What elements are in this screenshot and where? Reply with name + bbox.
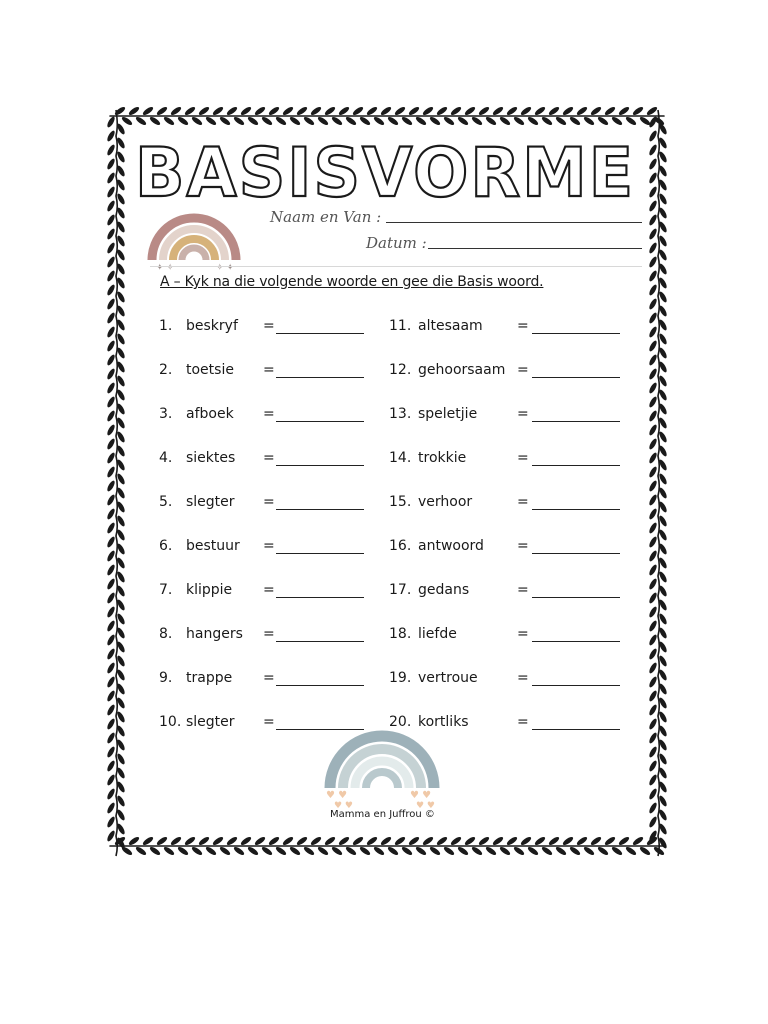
equals-sign: =: [517, 494, 529, 510]
item-word: slegter: [186, 714, 235, 730]
answer-blank[interactable]: [532, 377, 620, 378]
rainbow-illustration-top: [146, 200, 242, 270]
equals-sign: =: [517, 582, 529, 598]
answer-blank[interactable]: [532, 465, 620, 466]
word-item: [159, 318, 369, 338]
item-number: 8.: [159, 626, 173, 642]
equals-sign: =: [263, 362, 275, 378]
item-number: 14.: [389, 450, 412, 466]
equals-sign: =: [517, 362, 529, 378]
item-word: speletjie: [418, 406, 478, 422]
item-number: 15.: [389, 494, 412, 510]
equals-sign: =: [517, 670, 529, 686]
answer-blank[interactable]: [532, 729, 620, 730]
equals-sign: =: [263, 714, 275, 730]
equals-sign: =: [517, 318, 529, 334]
item-word: beskryf: [186, 318, 238, 334]
word-item: [159, 538, 369, 558]
item-number: 20.: [389, 714, 412, 730]
answer-blank[interactable]: [532, 421, 620, 422]
word-item: [389, 538, 624, 558]
item-word: hangers: [186, 626, 243, 642]
item-number: 10.: [159, 714, 182, 730]
copyright-credit: Mamma en Juffrou ©: [330, 809, 435, 820]
word-item: [159, 494, 369, 514]
word-item: [389, 494, 624, 514]
answer-blank[interactable]: [276, 377, 364, 378]
answer-blank[interactable]: [532, 333, 620, 334]
date-label: Datum :: [366, 234, 427, 252]
page-title-text: BASISVORME: [135, 134, 635, 208]
item-number: 6.: [159, 538, 173, 554]
equals-sign: =: [517, 626, 529, 642]
equals-sign: =: [263, 582, 275, 598]
item-number: 16.: [389, 538, 412, 554]
answer-blank[interactable]: [276, 553, 364, 554]
equals-sign: =: [263, 406, 275, 422]
item-word: toetsie: [186, 362, 234, 378]
word-item: [389, 582, 624, 602]
equals-sign: =: [263, 670, 275, 686]
item-number: 11.: [389, 318, 412, 334]
item-number: 9.: [159, 670, 173, 686]
answer-blank[interactable]: [532, 553, 620, 554]
svg-text:♥ ♥: ♥ ♥: [416, 801, 435, 810]
divider: [150, 266, 642, 267]
item-word: afboek: [186, 406, 234, 422]
item-word: liefde: [418, 626, 457, 642]
answer-blank[interactable]: [532, 597, 620, 598]
rainbow-illustration-bottom: [322, 726, 442, 810]
item-word: siektes: [186, 450, 236, 466]
name-label: Naam en Van :: [270, 208, 382, 226]
item-word: altesaam: [418, 318, 483, 334]
equals-sign: =: [263, 318, 275, 334]
answer-blank[interactable]: [276, 421, 364, 422]
answer-blank[interactable]: [276, 333, 364, 334]
svg-text:♥ ♥: ♥ ♥: [334, 801, 353, 810]
answer-blank[interactable]: [532, 509, 620, 510]
item-number: 1.: [159, 318, 173, 334]
equals-sign: =: [517, 714, 529, 730]
item-number: 7.: [159, 582, 173, 598]
item-number: 4.: [159, 450, 173, 466]
answer-blank[interactable]: [532, 641, 620, 642]
svg-text:✧ ✦: ✧ ✦: [216, 263, 234, 270]
answer-blank[interactable]: [532, 685, 620, 686]
equals-sign: =: [517, 538, 529, 554]
equals-sign: =: [263, 538, 275, 554]
answer-blank[interactable]: [276, 465, 364, 466]
equals-sign: =: [263, 450, 275, 466]
word-item: [159, 406, 369, 426]
page-title: [130, 128, 640, 208]
equals-sign: =: [263, 494, 275, 510]
date-input[interactable]: [428, 248, 642, 249]
item-word: trokkie: [418, 450, 467, 466]
item-word: bestuur: [186, 538, 240, 554]
word-item: [159, 450, 369, 470]
answer-blank[interactable]: [276, 641, 364, 642]
item-word: slegter: [186, 494, 235, 510]
word-item: [159, 362, 369, 382]
answer-blank[interactable]: [276, 597, 364, 598]
item-word: trappe: [186, 670, 233, 686]
equals-sign: =: [517, 406, 529, 422]
answer-blank[interactable]: [276, 685, 364, 686]
word-item: [389, 626, 624, 646]
item-word: vertroue: [418, 670, 478, 686]
word-item: [389, 670, 624, 690]
item-word: klippie: [186, 582, 233, 598]
item-number: 5.: [159, 494, 173, 510]
word-item: [389, 318, 624, 338]
svg-text:♥ ♥: ♥ ♥: [326, 790, 348, 801]
word-item: [389, 450, 624, 470]
item-number: 12.: [389, 362, 412, 378]
svg-text:✦ ✧: ✦ ✧: [156, 263, 174, 270]
word-item: [389, 406, 624, 426]
word-item: [159, 582, 369, 602]
item-number: 19.: [389, 670, 412, 686]
item-number: 17.: [389, 582, 412, 598]
equals-sign: =: [517, 450, 529, 466]
name-input[interactable]: [386, 222, 642, 223]
svg-text:♥ ♥: ♥ ♥: [410, 790, 432, 801]
item-number: 13.: [389, 406, 412, 422]
item-word: antwoord: [418, 538, 484, 554]
item-number: 2.: [159, 362, 173, 378]
item-word: gehoorsaam: [418, 362, 506, 378]
answer-blank[interactable]: [276, 509, 364, 510]
word-item: [159, 626, 369, 646]
word-item: [389, 362, 624, 382]
item-number: 18.: [389, 626, 412, 642]
instruction-text: A – Kyk na die volgende woorde en gee die Basis woord.: [160, 274, 544, 290]
word-item: [159, 670, 369, 690]
item-word: gedans: [418, 582, 470, 598]
item-number: 3.: [159, 406, 173, 422]
item-word: kortliks: [418, 714, 469, 730]
equals-sign: =: [263, 626, 275, 642]
item-word: verhoor: [418, 494, 473, 510]
